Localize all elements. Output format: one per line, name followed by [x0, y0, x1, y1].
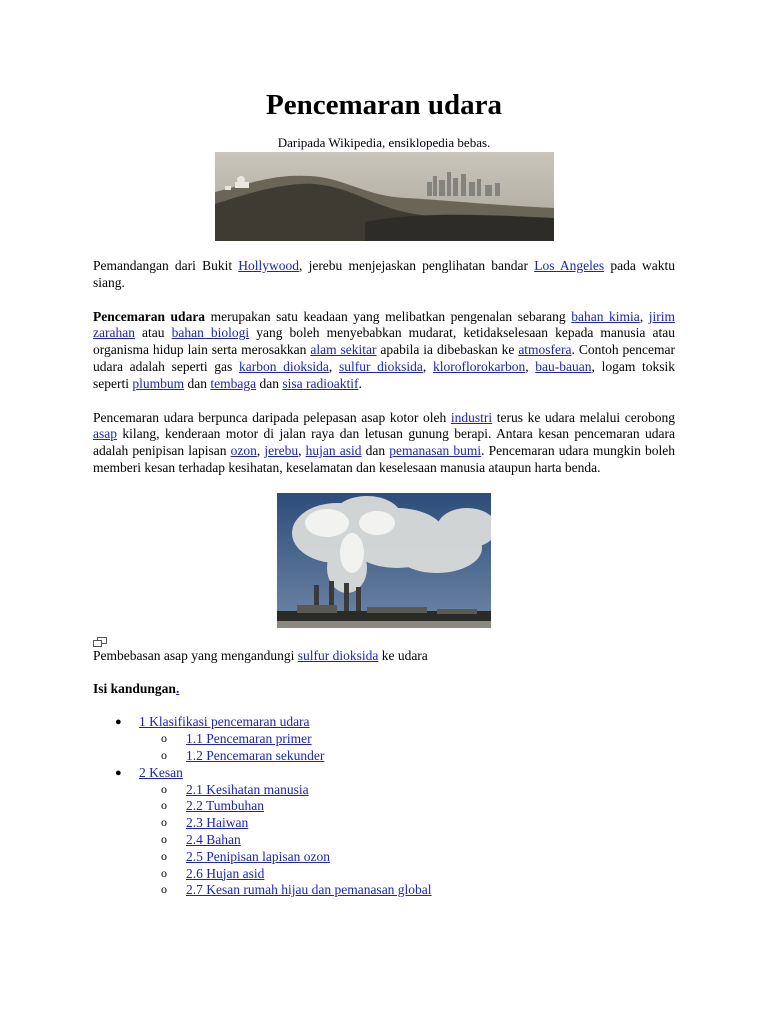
table-of-contents	[93, 714, 675, 899]
link-ozon[interactable]: ozon	[230, 443, 257, 459]
link-alam-sekitar[interactable]: alam sekitar	[310, 342, 377, 358]
intro-paragraph	[93, 309, 675, 393]
bullet-icon: ●	[115, 766, 122, 779]
text: , logam toksik seperti	[93, 358, 676, 391]
toc-subsection	[93, 798, 675, 815]
bold-term: Pencemaran udara	[93, 308, 206, 324]
text: , jerebu menjejaskan penglihatan bandar	[299, 258, 535, 273]
toc-section	[93, 714, 675, 731]
text: ,	[639, 308, 649, 324]
toc-section	[93, 765, 675, 782]
link-industri[interactable]: industri	[450, 409, 493, 425]
circle-bullet-icon: o	[161, 747, 167, 762]
text: ,	[298, 443, 306, 459]
link-hujan-asid[interactable]: hujan asid	[305, 443, 362, 459]
text: . Pencemaran udara mungkin boleh memberi kesan terhadap kesihatan, keselamatan dan keselesaan manusia ataupun harta benda.	[93, 443, 675, 475]
page-subtitle: Daripada Wikipedia, ensiklopedia bebas.	[277, 135, 491, 150]
text: Pemandangan dari Bukit	[93, 258, 239, 273]
toc-link[interactable]: 1.1 Pencemaran primer	[186, 731, 312, 747]
toc-link[interactable]: 1 Klasifikasi pencemaran udara	[139, 714, 310, 730]
figure-caption	[93, 648, 675, 665]
text: Pencemaran udara berpunca daripada pelepasan asap kotor oleh	[93, 409, 451, 425]
bullet-icon: ●	[115, 716, 122, 729]
link-sulfur-dioksida-caption[interactable]: sulfur dioksida	[297, 647, 379, 663]
text: ,	[422, 358, 433, 374]
factory-smoke-photo[interactable]	[277, 493, 491, 628]
toc-link[interactable]: 2.1 Kesihatan manusia	[186, 781, 309, 797]
source-paragraph	[93, 410, 675, 477]
toc-subsection	[93, 866, 675, 883]
toc-subsection	[93, 731, 675, 748]
text: ke udara	[378, 647, 428, 663]
circle-bullet-icon: o	[161, 798, 167, 813]
link-asap[interactable]: asap	[93, 426, 117, 442]
toc-link[interactable]: 2.5 Penipisan lapisan ozon	[186, 848, 330, 864]
circle-bullet-icon: o	[161, 865, 167, 880]
toc-link[interactable]: 2.4 Bahan	[186, 831, 241, 847]
link-bau-bauan[interactable]: bau-bauan	[535, 358, 592, 374]
text: dan	[256, 375, 283, 391]
toc-subsection	[93, 849, 675, 866]
text: atau	[134, 325, 172, 341]
toc-link[interactable]: 2.2 Tumbuhan	[186, 798, 265, 814]
toc-link[interactable]: 2 Kesan	[139, 764, 183, 780]
text: yang boleh menyebabkan mudarat, ketidakselesaan kepada manusia atau organisma hidup lain serta merosakkan	[93, 325, 675, 358]
circle-bullet-icon: o	[161, 781, 167, 796]
circle-bullet-icon: o	[161, 815, 167, 830]
toc-link[interactable]: 2.7 Kesan rumah hijau dan pemanasan global	[186, 882, 432, 898]
enlarge-icon[interactable]	[93, 634, 107, 646]
text: ,	[256, 443, 265, 459]
article	[93, 86, 675, 899]
text: dan	[361, 443, 390, 459]
circle-bullet-icon: o	[161, 831, 167, 846]
toc-link[interactable]: 2.6 Hujan asid	[186, 865, 265, 881]
link-karbon-dioksida[interactable]: karbon dioksida	[238, 358, 329, 374]
toc-subsection	[93, 815, 675, 832]
link-kloroflorokarbon[interactable]: kloroflorokarbon	[432, 358, 526, 374]
link-plumbum[interactable]: plumbum	[132, 375, 185, 391]
text: . Contoh pencemar udara adalah seperti gas	[93, 342, 675, 374]
circle-bullet-icon: o	[161, 731, 167, 746]
page-title: Pencemaran udara	[266, 89, 502, 121]
text: pada waktu siang.	[93, 258, 675, 290]
link-jerebu[interactable]: jerebu	[264, 443, 299, 459]
text: Pembebasan asap yang mengandungi	[93, 647, 298, 663]
text: dan	[184, 375, 211, 391]
toc-subsection	[93, 748, 675, 765]
text: ,	[328, 358, 339, 374]
link-bahan-kimia[interactable]: bahan kimia	[571, 308, 640, 324]
link-hollywood[interactable]: Hollywood	[238, 258, 300, 273]
circle-bullet-icon: o	[161, 882, 167, 897]
text: .	[358, 375, 362, 391]
link-los-angeles[interactable]: Los Angeles	[534, 258, 605, 273]
toc-link[interactable]: 2.3 Haiwan	[186, 815, 249, 831]
toc-title	[93, 681, 675, 698]
link-jirim-zarahan[interactable]: jirim zarahan	[93, 308, 676, 341]
text: apabila ia dibebaskan ke	[376, 342, 519, 358]
photo-caption-paragraph	[93, 258, 675, 292]
toc-toggle-link[interactable]: .	[175, 680, 180, 696]
toc-subsection	[93, 782, 675, 799]
circle-bullet-icon: o	[161, 848, 167, 863]
link-atmosfera[interactable]: atmosfera	[518, 342, 572, 358]
text: terus ke udara melalui cerobong	[492, 409, 675, 425]
toc-subsection	[93, 832, 675, 849]
los-angeles-haze-photo[interactable]	[215, 152, 554, 241]
link-sisa-radioaktif[interactable]: sisa radioaktif	[282, 375, 359, 391]
toc-title-text: Isi kandungan	[93, 680, 176, 696]
text: ,	[525, 358, 536, 374]
toc-link[interactable]: 1.2 Pencemaran sekunder	[186, 747, 325, 763]
link-bahan-biologi[interactable]: bahan biologi	[171, 325, 250, 341]
link-sulfur-dioksida[interactable]: sulfur dioksida	[338, 358, 423, 374]
link-pemanasan-bumi[interactable]: pemanasan bumi	[389, 443, 482, 459]
text: kilang, kenderaan motor di jalan raya dan letusan gunung berapi. Antara kesan pencemaran udara adalah penipisan lapisan	[93, 426, 675, 459]
toc-subsection	[93, 882, 675, 899]
link-tembaga[interactable]: tembaga	[210, 375, 257, 391]
text: merupakan satu keadaan yang melibatkan pengenalan sebarang	[205, 308, 572, 324]
